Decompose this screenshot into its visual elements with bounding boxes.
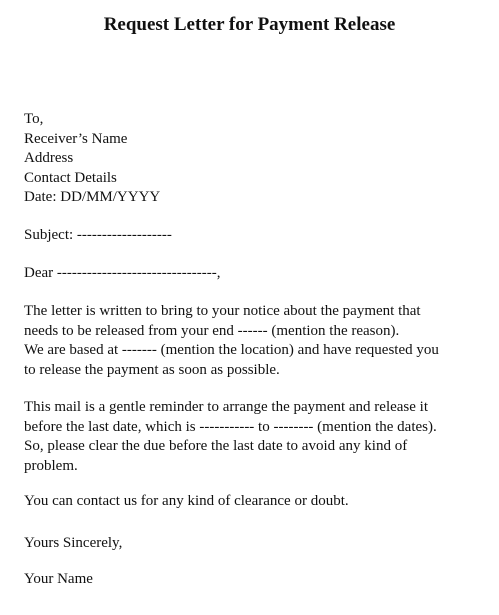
signature-name: Your Name [24, 571, 93, 587]
paragraph-line: before the last date, which is ----------- to -------- (mention the dates). [24, 418, 437, 435]
paragraph-line: to release the payment as soon as possible. [24, 361, 280, 378]
subject-line: Subject: ------------------- [24, 227, 172, 243]
paragraph-line: This mail is a gentle reminder to arrange the payment and release it [24, 399, 429, 415]
letter-title: Request Letter for Payment Release [103, 14, 396, 35]
paragraph-payment-notice [24, 302, 486, 380]
address-line-date: Date: DD/MM/YYYY [24, 189, 161, 205]
address-line-receiver-name: Receiver’s Name [24, 130, 128, 147]
address-line-salutation: To, [24, 111, 44, 127]
paragraph-line: So, please clear the due before the last date to avoid any kind of [24, 438, 408, 454]
paragraph-line: needs to be released from your end ------ (mention the reason). [24, 322, 400, 339]
paragraph-contact: You can contact us for any kind of clearance or doubt. [24, 493, 349, 509]
greeting-line: Dear --------------------------------, [24, 265, 221, 281]
paragraph-line: We are based at ------- (mention the location) and have requested you [24, 342, 439, 358]
address-line-address: Address [24, 150, 74, 166]
closing-line: Yours Sincerely, [24, 535, 123, 551]
recipient-address-block [24, 110, 486, 208]
paragraph-line: The letter is written to bring to your notice about the payment that [24, 303, 421, 319]
address-line-contact-details: Contact Details [24, 169, 117, 186]
paragraph-line: problem. [24, 457, 78, 474]
paragraph-reminder [24, 398, 486, 476]
